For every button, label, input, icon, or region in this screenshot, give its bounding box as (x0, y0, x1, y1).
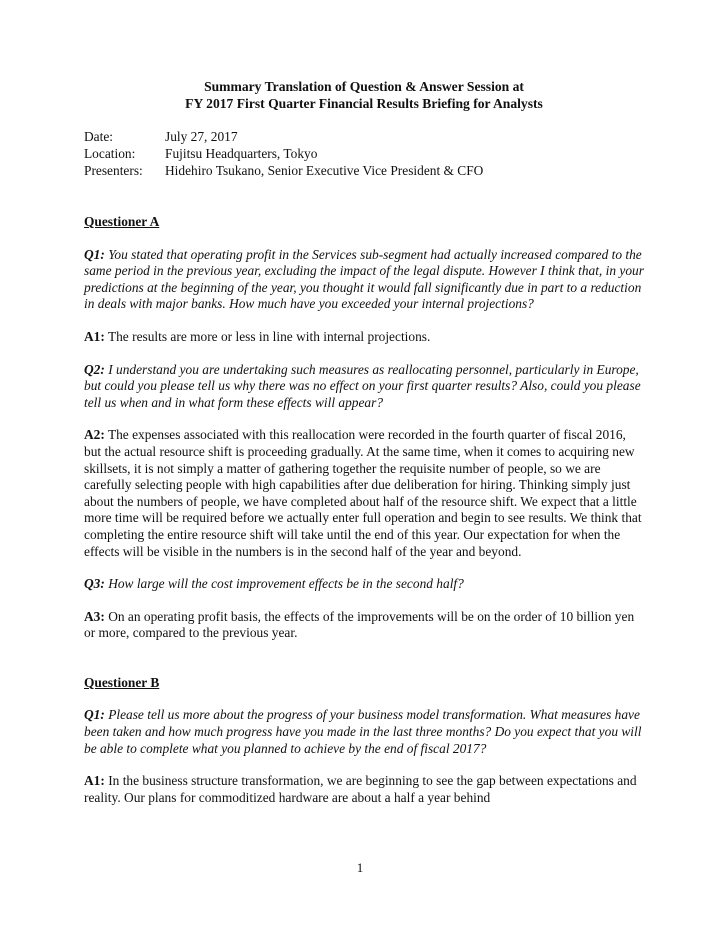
questioner-a-a1 (84, 329, 644, 346)
question-tag: Q1: (84, 246, 105, 262)
question-text: I understand you are undertaking such measures as reallocating personnel, particularly in Europe, but could you please tell us why there was no effect on your first quarter results? Also, could you please tell us when and in what form these effects will appear? (84, 361, 641, 410)
location-label: Location: (84, 146, 136, 161)
questioner-a-heading: Questioner A (84, 214, 160, 229)
answer-tag: A1: (84, 328, 105, 344)
answer-text: On an operating profit basis, the effects of the improvements will be on the order of 10 billion yen or more, compared to the previous year. (84, 608, 635, 641)
question-text: Please tell us more about the progress of your business model transformation. What measures have been taken and how much progress have you made in the last three months? Do you expect that you will be able to complete what you planned to achieve by the end of fiscal 2017? (84, 707, 642, 756)
answer-text: The results are more or less in line with internal projections. (107, 328, 431, 344)
answer-text: In the business structure transformation, we are beginning to see the gap between expectations and reality. Our plans for commoditized hardware are about a half a year behind (84, 773, 637, 805)
questioner-b-q1 (84, 707, 644, 757)
date-row (84, 129, 644, 146)
answer-tag: A3: (84, 608, 105, 624)
questioner-b-heading: Questioner B (84, 674, 160, 690)
questioner-b-a1 (84, 773, 644, 806)
document-page (84, 78, 644, 806)
answer-tag: A2: (84, 427, 105, 443)
document-title-line-1: Summary Translation of Question & Answer Session at (204, 79, 524, 94)
questioner-a-a2 (84, 427, 644, 560)
location-row (84, 146, 644, 163)
page-number: 1 (356, 860, 364, 875)
question-text: You stated that operating profit in the Services sub-segment had actually increased compared to the same period in the previous year, excluding the impact of the legal dispute. However I think that, in your predictions at the beginning of the year, you thought it would fall significantly due in part to a reduction in deals with major banks. How much have you exceeded your internal projections? (84, 246, 644, 312)
questioner-a-q3 (84, 576, 644, 593)
document-title-line-2: FY 2017 First Quarter Financial Results Briefing for Analysts (185, 96, 543, 111)
question-tag: Q3: (84, 576, 105, 592)
date-label: Date: (84, 129, 113, 144)
presenters-row (84, 163, 644, 180)
questioner-a-q2 (84, 362, 644, 412)
question-tag: Q2: (84, 361, 105, 377)
meeting-details (84, 129, 644, 180)
presenters-label: Presenters: (84, 163, 143, 178)
date-value: July 27, 2017 (165, 129, 238, 144)
answer-text: The expenses associated with this reallocation were recorded in the fourth quarter of fiscal 2016, but the actual resource shift is proceeding gradually. At the same time, when it comes to acquiring new skillsets, it is not simply a matter of gathering together the requisite number of people, so we are carefully selecting people with high capabilities after due deliberation for hiring. Thinking simply just about the numbers of people, we have completed about half of the resource shift. We expect that a little more time will be required before we actually enter full operation and begin to see results. We think that completing the entire resource shift will take until the end of this year. Our expectation for when the effects will be visible in the numbers is in the second half of the year and beyond. (84, 427, 642, 559)
question-text: How large will the cost improvement effects be in the second half? (108, 576, 464, 592)
questioner-a-a3 (84, 609, 644, 642)
questioner-a-q1 (84, 247, 644, 313)
location-value: Fujitsu Headquarters, Tokyo (165, 146, 318, 161)
question-tag: Q1: (84, 707, 105, 723)
presenters-value: Hidehiro Tsukano, Senior Executive Vice President & CFO (165, 163, 484, 178)
answer-tag: A1: (84, 773, 105, 789)
